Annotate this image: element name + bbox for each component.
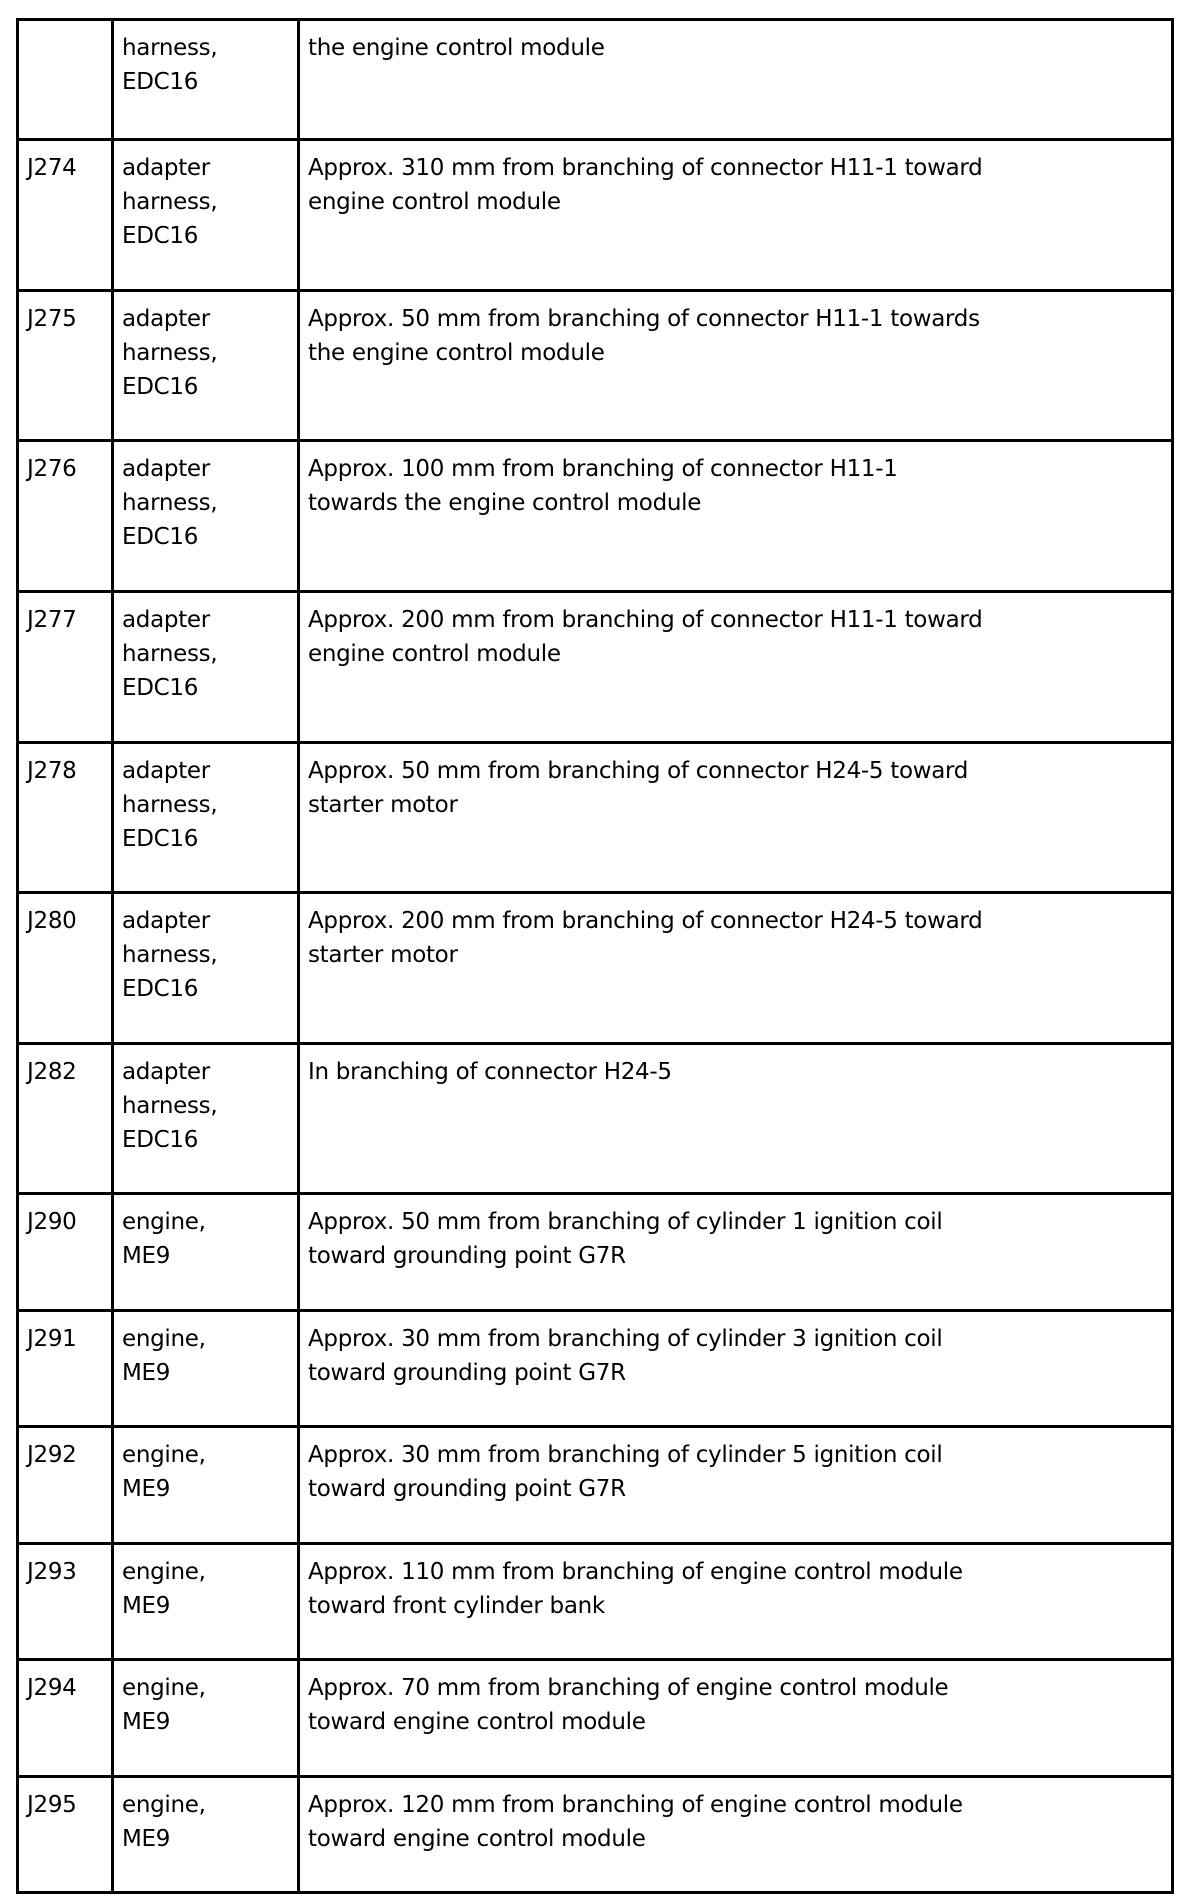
location-cell-line: engine, <box>122 1209 206 1235</box>
description-cell-line: the engine control module <box>308 340 605 366</box>
location-cell-line: ME9 <box>122 1593 171 1619</box>
location-cell <box>113 1194 299 1311</box>
location-cell <box>113 20 299 140</box>
table-row <box>18 743 1173 893</box>
description-cell-line: Approx. 200 mm from branching of connector H11-1 toward <box>308 607 983 633</box>
description-cell-line: Approx. 110 mm from branching of engine control module <box>308 1559 963 1585</box>
junction-id-cell: J290 <box>18 1194 113 1311</box>
location-cell <box>113 1427 299 1544</box>
description-cell-line: toward front cylinder bank <box>308 1593 605 1619</box>
location-cell-line: harness, <box>122 942 218 968</box>
junction-id-cell: J277 <box>18 592 113 743</box>
description-cell <box>299 1044 1173 1194</box>
description-cell <box>299 1660 1173 1777</box>
location-cell-line: EDC16 <box>122 1127 199 1153</box>
location-cell-line: harness, <box>122 35 218 61</box>
location-cell-line: adapter <box>122 758 210 784</box>
description-cell <box>299 1777 1173 1893</box>
description-cell-line: Approx. 200 mm from branching of connector H24-5 toward <box>308 908 983 934</box>
junction-id-cell: J295 <box>18 1777 113 1893</box>
description-cell-line: Approx. 100 mm from branching of connector H11-1 <box>308 456 898 482</box>
junction-id-cell: J275 <box>18 291 113 441</box>
location-cell-line: adapter <box>122 306 210 332</box>
table-row <box>18 140 1173 291</box>
location-cell-line: engine, <box>122 1559 206 1585</box>
description-cell <box>299 441 1173 592</box>
table-row <box>18 441 1173 592</box>
location-cell-line: EDC16 <box>122 223 199 249</box>
junction-id-cell: J280 <box>18 893 113 1044</box>
location-cell-line: harness, <box>122 340 218 366</box>
description-cell-line: toward grounding point G7R <box>308 1476 626 1502</box>
location-cell-line: EDC16 <box>122 826 199 852</box>
description-cell-line: Approx. 50 mm from branching of cylinder 1 ignition coil <box>308 1209 943 1235</box>
location-cell-line: harness, <box>122 792 218 818</box>
location-cell <box>113 1544 299 1660</box>
table-row <box>18 1544 1173 1660</box>
description-cell <box>299 1311 1173 1427</box>
description-cell-line: Approx. 30 mm from branching of cylinder 5 ignition coil <box>308 1442 943 1468</box>
location-cell <box>113 743 299 893</box>
location-cell-line: harness, <box>122 1093 218 1119</box>
table-row <box>18 1044 1173 1194</box>
location-cell <box>113 592 299 743</box>
connector-location-table <box>16 18 1174 1894</box>
location-cell <box>113 893 299 1044</box>
junction-id-cell: J294 <box>18 1660 113 1777</box>
description-cell <box>299 1544 1173 1660</box>
description-cell-line: the engine control module <box>308 35 605 61</box>
description-cell-line: Approx. 310 mm from branching of connector H11-1 toward <box>308 155 983 181</box>
description-cell-line: towards the engine control module <box>308 490 702 516</box>
table-row <box>18 1427 1173 1544</box>
location-cell-line: adapter <box>122 155 210 181</box>
location-cell-line: harness, <box>122 189 218 215</box>
description-cell <box>299 893 1173 1044</box>
description-cell-line: Approx. 50 mm from branching of connector H24-5 toward <box>308 758 969 784</box>
location-cell-line: ME9 <box>122 1476 171 1502</box>
table-row <box>18 1194 1173 1311</box>
description-cell-line: starter motor <box>308 792 458 818</box>
location-cell-line: ME9 <box>122 1826 171 1852</box>
location-cell-line: EDC16 <box>122 374 199 400</box>
location-cell-line: EDC16 <box>122 675 199 701</box>
location-cell <box>113 1660 299 1777</box>
description-cell <box>299 1427 1173 1544</box>
description-cell-line: toward engine control module <box>308 1709 646 1735</box>
description-cell <box>299 743 1173 893</box>
location-cell-line: harness, <box>122 641 218 667</box>
junction-id-cell: J292 <box>18 1427 113 1544</box>
location-cell-line: EDC16 <box>122 524 199 550</box>
table-row <box>18 291 1173 441</box>
description-cell-line: In branching of connector H24-5 <box>308 1059 672 1085</box>
location-cell-line: adapter <box>122 1059 210 1085</box>
junction-id-cell: J274 <box>18 140 113 291</box>
table-row <box>18 893 1173 1044</box>
location-cell <box>113 140 299 291</box>
description-cell-line: toward engine control module <box>308 1826 646 1852</box>
location-cell-line: adapter <box>122 607 210 633</box>
description-cell-line: toward grounding point G7R <box>308 1360 626 1386</box>
location-cell-line: engine, <box>122 1675 206 1701</box>
table-row <box>18 1660 1173 1777</box>
table-row <box>18 592 1173 743</box>
description-cell-line: Approx. 70 mm from branching of engine control module <box>308 1675 949 1701</box>
location-cell-line: adapter <box>122 908 210 934</box>
description-cell-line: engine control module <box>308 189 561 215</box>
location-cell-line: adapter <box>122 456 210 482</box>
description-cell <box>299 20 1173 140</box>
location-cell <box>113 291 299 441</box>
description-cell-line: Approx. 50 mm from branching of connector H11-1 towards <box>308 306 980 332</box>
location-cell <box>113 1311 299 1427</box>
location-cell-line: harness, <box>122 490 218 516</box>
description-cell <box>299 140 1173 291</box>
description-cell <box>299 592 1173 743</box>
junction-id-cell <box>18 20 113 140</box>
location-cell-line: engine, <box>122 1792 206 1818</box>
description-cell-line: engine control module <box>308 641 561 667</box>
description-cell-line: Approx. 30 mm from branching of cylinder 3 ignition coil <box>308 1326 943 1352</box>
junction-id-cell: J278 <box>18 743 113 893</box>
location-cell <box>113 441 299 592</box>
table-row <box>18 1777 1173 1893</box>
description-cell <box>299 291 1173 441</box>
description-cell <box>299 1194 1173 1311</box>
junction-id-cell: J276 <box>18 441 113 592</box>
location-cell-line: ME9 <box>122 1709 171 1735</box>
location-cell-line: ME9 <box>122 1243 171 1269</box>
location-cell-line: engine, <box>122 1442 206 1468</box>
location-cell <box>113 1044 299 1194</box>
junction-id-cell: J291 <box>18 1311 113 1427</box>
location-cell-line: EDC16 <box>122 69 199 95</box>
table-row <box>18 1311 1173 1427</box>
description-cell-line: toward grounding point G7R <box>308 1243 626 1269</box>
description-cell-line: starter motor <box>308 942 458 968</box>
location-cell-line: ME9 <box>122 1360 171 1386</box>
location-cell-line: EDC16 <box>122 976 199 1002</box>
description-cell-line: Approx. 120 mm from branching of engine control module <box>308 1792 963 1818</box>
table-row <box>18 20 1173 140</box>
junction-id-cell: J282 <box>18 1044 113 1194</box>
location-cell-line: engine, <box>122 1326 206 1352</box>
location-cell <box>113 1777 299 1893</box>
junction-id-cell: J293 <box>18 1544 113 1660</box>
